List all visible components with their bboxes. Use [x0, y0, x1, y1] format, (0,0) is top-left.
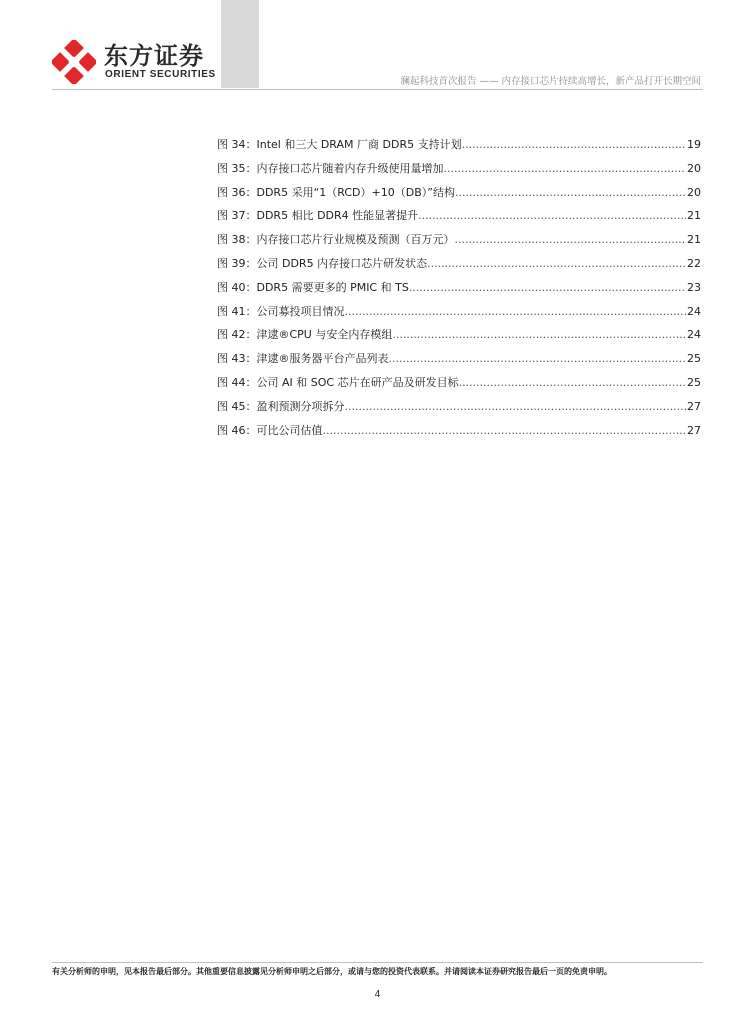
page-number: 4 [374, 989, 381, 1000]
orient-securities-logo-icon [52, 40, 96, 84]
toc-entry-page: 24 [687, 328, 701, 342]
toc-entry-label: 图 46：可比公司估值 [217, 423, 323, 437]
toc-entry-page: 21 [687, 233, 701, 247]
toc-entry[interactable] [217, 231, 701, 255]
toc-entry[interactable] [217, 255, 701, 279]
toc-leader-dots [462, 138, 686, 151]
toc-entry-label: 图 40：DDR5 需要更多的 PMIC 和 TS [217, 280, 409, 294]
toc-entry-label: 图 38：内存接口芯片行业规模及预测（百万元） [217, 233, 455, 247]
toc-leader-dots [323, 424, 687, 437]
toc-entry[interactable] [217, 207, 701, 231]
toc-leader-dots [392, 328, 686, 341]
toc-entry[interactable] [217, 374, 701, 398]
toc-entry-page: 27 [687, 399, 701, 413]
toc-entry-page: 20 [687, 185, 701, 199]
toc-entry[interactable] [217, 303, 701, 327]
toc-entry-page: 19 [687, 138, 701, 151]
toc-entry-label: 图 44：公司 AI 和 SOC 芯片在研产品及研发目标 [217, 375, 459, 389]
toc-leader-dots [459, 376, 686, 389]
toc-leader-dots [389, 352, 687, 365]
toc-entry-page: 25 [687, 375, 701, 389]
toc-leader-dots [345, 305, 687, 318]
toc-entry[interactable] [217, 350, 701, 374]
footer-divider [52, 962, 703, 963]
toc-entry-label: 图 37：DDR5 相比 DDR4 性能显著提升 [217, 209, 419, 223]
toc-entry-page: 27 [687, 423, 701, 437]
logo-chinese-name: 东方证券 [104, 42, 204, 70]
report-title: 澜起科技首次报告 —— 内存接口芯片持续高增长，新产品打开长期空间 [400, 76, 701, 87]
toc-entry-label: 图 45：盈利预测分项拆分 [217, 399, 345, 413]
footer-disclaimer: 有关分析师的申明，见本报告最后部分。其他重要信息披露见分析师申明之后部分，或请与您的投资代表联系。并请阅读本证券研究报告最后一页的免责申明。 [52, 967, 612, 976]
toc-entry-page: 21 [687, 209, 701, 223]
toc-entry[interactable] [217, 160, 701, 184]
header-divider [52, 89, 703, 90]
toc-leader-dots [427, 257, 686, 270]
toc-entry-label: 图 34：Intel 和三大 DRAM 厂商 DDR5 支持计划 [217, 138, 462, 151]
toc-entry-page: 24 [687, 304, 701, 318]
toc-leader-dots [444, 162, 687, 175]
toc-leader-dots [345, 400, 687, 413]
toc-leader-dots [409, 281, 686, 294]
toc-entry-page: 25 [687, 352, 701, 366]
toc-entry-label: 图 41：公司募投项目情况 [217, 304, 345, 318]
toc-entry[interactable] [217, 136, 701, 160]
toc-entry-page: 23 [687, 280, 701, 294]
toc-entry-label: 图 43：津逮®服务器平台产品列表 [217, 352, 389, 366]
toc-entry[interactable] [217, 422, 701, 446]
toc-entry-page: 20 [687, 161, 701, 175]
toc-entry-label: 图 42：津逮®CPU 与安全内存模组 [217, 328, 393, 342]
toc-leader-dots [418, 209, 686, 222]
toc-entry[interactable] [217, 279, 701, 303]
toc-entry[interactable] [217, 398, 701, 422]
toc-entry-page: 22 [687, 256, 701, 270]
toc-entry-label: 图 36：DDR5 采用“1（RCD）+10（DB）”结构 [217, 185, 455, 199]
toc-leader-dots [455, 186, 686, 199]
toc-entry-label: 图 39：公司 DDR5 内存接口芯片研发状态 [217, 256, 428, 270]
figure-list [217, 136, 701, 445]
logo-english-name: ORIENT SECURITIES [105, 69, 216, 80]
header-grey-tab [221, 0, 259, 88]
toc-entry[interactable] [217, 326, 701, 350]
toc-entry-label: 图 35：内存接口芯片随着内存升级使用量增加 [217, 161, 444, 175]
toc-leader-dots [455, 233, 687, 246]
toc-entry[interactable] [217, 184, 701, 208]
